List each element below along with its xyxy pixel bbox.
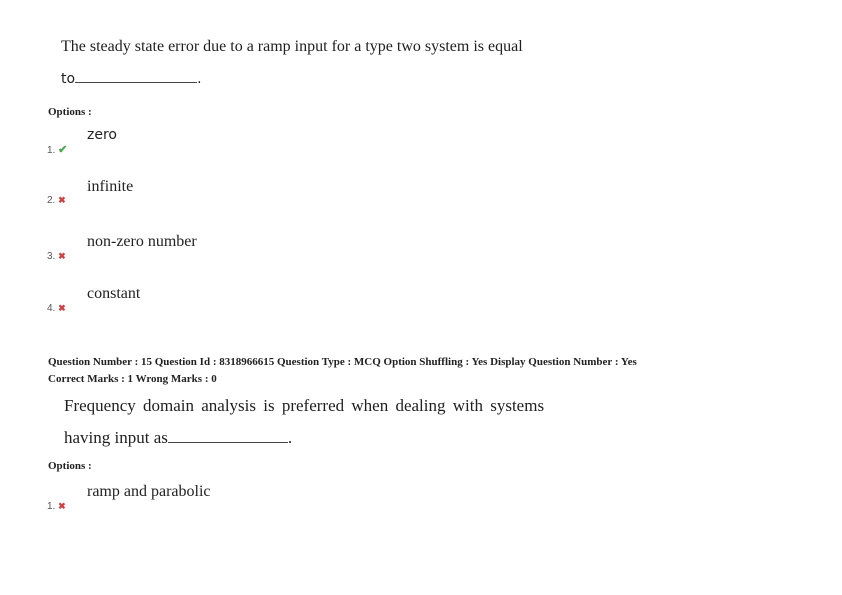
- question-2-line2-prefix: having input as: [64, 428, 168, 447]
- option-4-text: constant: [87, 285, 141, 302]
- option-1-text: zero: [87, 127, 117, 143]
- option-2-number: 2. ✖: [47, 195, 66, 206]
- option-1-text: ramp and parabolic: [87, 483, 211, 500]
- question-1-line2-suffix: .: [197, 71, 202, 87]
- option-3-number: 3. ✖: [47, 251, 66, 262]
- option-1-number: 1. ✔: [47, 144, 68, 156]
- option-4-number: 4. ✖: [47, 303, 66, 314]
- options-label: Options :: [48, 460, 92, 472]
- cross-icon: ✖: [58, 195, 66, 205]
- question-2-text-line2: [64, 428, 292, 448]
- option-2-text: infinite: [87, 178, 134, 195]
- answer-blank: [168, 442, 288, 443]
- option-1-number: 1. ✖: [47, 501, 66, 512]
- question-1-text-line2: [61, 71, 202, 87]
- check-icon: ✔: [58, 144, 68, 156]
- question-1-text-line1: The steady state error due to a ramp input for a type two system is equal: [61, 38, 523, 55]
- question-1-line2-prefix: to: [61, 71, 76, 87]
- question-meta-line1: Question Number : 15 Question Id : 8318966615 Question Type : MCQ Option Shuffling : Yes Display Question Number : Yes: [48, 356, 637, 368]
- options-label: Options :: [48, 106, 92, 118]
- answer-blank: [75, 82, 197, 83]
- question-meta-line2: Correct Marks : 1 Wrong Marks : 0: [48, 373, 217, 385]
- question-2-text-line1: Frequency domain analysis is preferred when dealing with systems: [64, 396, 545, 415]
- cross-icon: ✖: [58, 251, 66, 261]
- question-2-line2-suffix: .: [287, 428, 293, 447]
- cross-icon: ✖: [58, 303, 66, 313]
- option-3-text: non-zero number: [87, 233, 197, 250]
- cross-icon: ✖: [58, 501, 66, 511]
